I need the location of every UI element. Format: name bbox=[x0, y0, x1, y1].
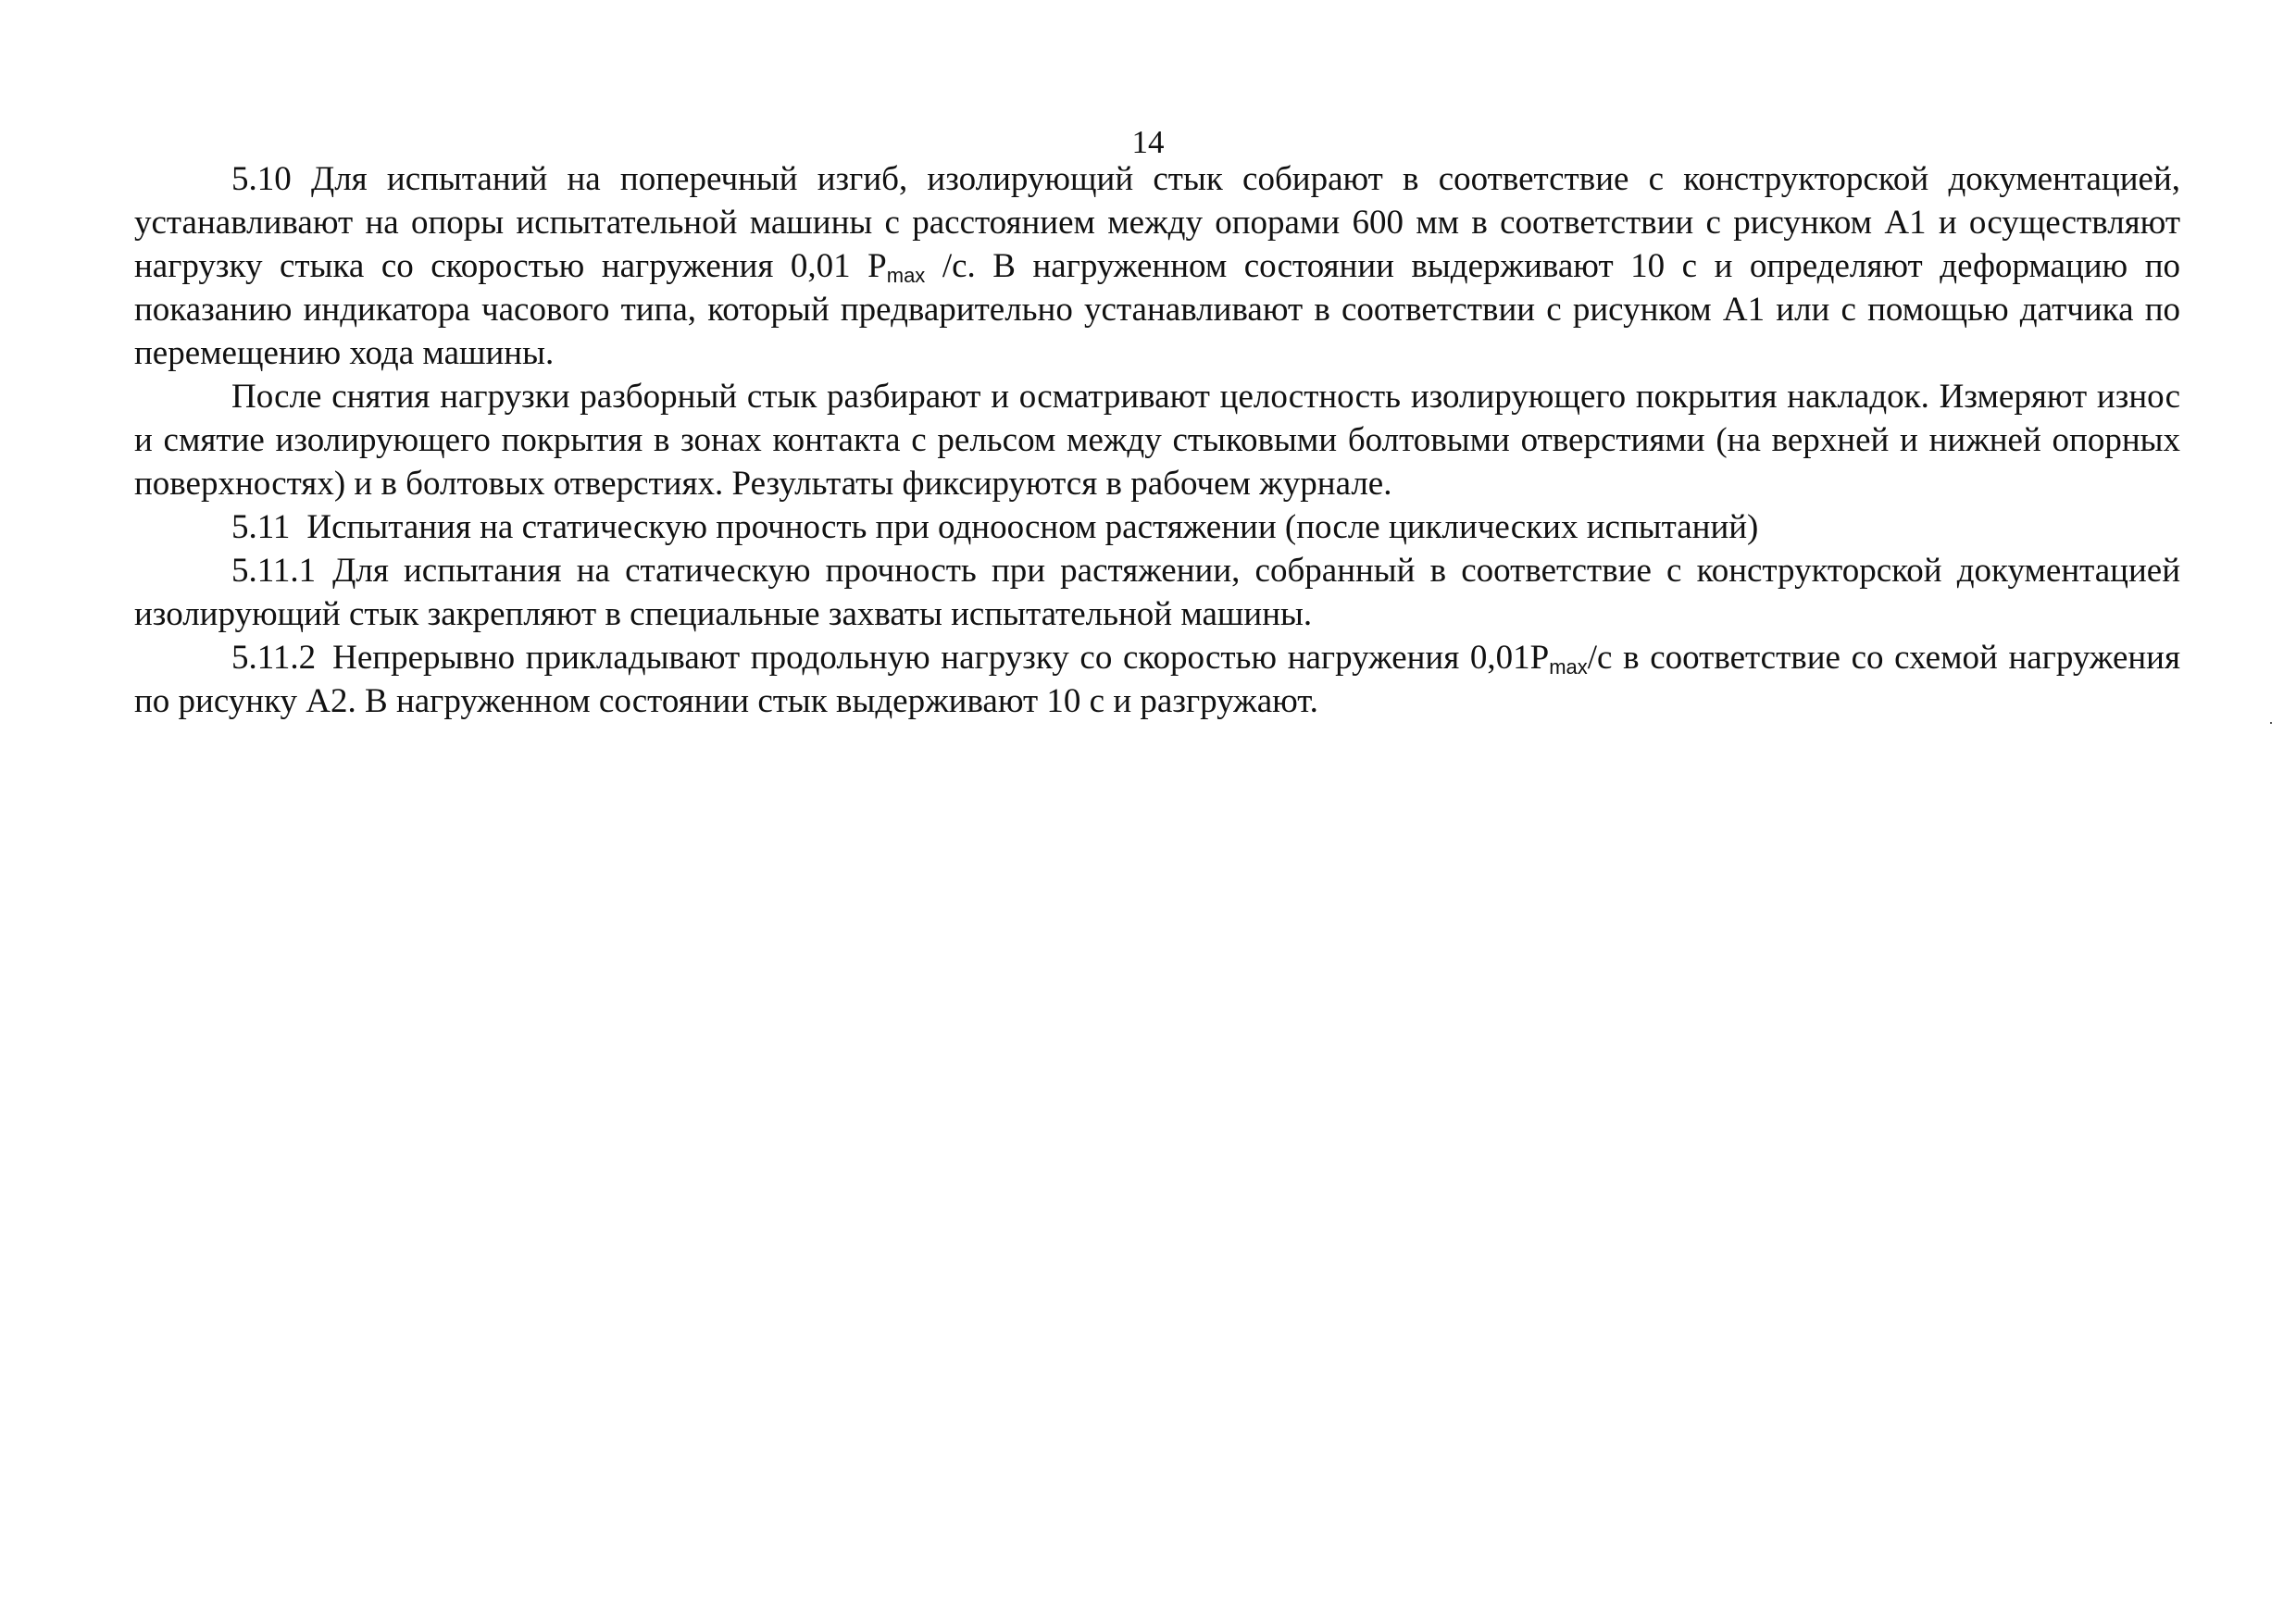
paragraph-5-11-2 bbox=[134, 636, 2180, 723]
document-body bbox=[134, 157, 2180, 723]
page-number: 14 bbox=[1131, 124, 1165, 160]
paragraph-text: Для испытания на статическую прочность при растяжении, собранный в соответствие с конструкторской документацией изолирующий стык закрепляют в специальные захваты испытательной машины. bbox=[134, 552, 2180, 633]
paragraph-5-11 bbox=[134, 505, 2180, 549]
paragraph-5-11-1 bbox=[134, 549, 2180, 636]
paragraph-5-10 bbox=[134, 157, 2180, 375]
paragraph-text-continued: /с в соответствие со схемой нагружения по рисунку А2. В нагруженном состоянии стык выдерживают 10 с и разгружают. bbox=[134, 639, 2180, 720]
clause-number: 5.11.2 bbox=[231, 639, 317, 677]
paragraph-text: Непрерывно прикладывают продольную нагрузку со скоростью нагружения 0,01P bbox=[332, 639, 1550, 677]
clause-number: 5.10 bbox=[231, 160, 292, 198]
paragraph-text: Испытания на статическую прочность при одноосном растяжении (после циклических испытаний) bbox=[306, 508, 1759, 546]
subscript-max: max bbox=[1549, 655, 1588, 679]
scan-speck bbox=[2270, 722, 2272, 724]
paragraph-text-continued: /с. В нагруженном состоянии выдерживают 10 с и определяют деформацию по показанию индикатора часового типа, который предварительно устанавливают в соответствии с рисунком А1 или с помощью датчика по перемещению хода машины. bbox=[134, 247, 2181, 372]
paragraph-text: После снятия нагрузки разборный стык разбирают и осматривают целостность изолирующего покрытия накладок. Измеряют износ и смятие изолирующего покрытия в зонах контакта с рельсом между стыковыми болтовыми отверстиями (на верхней и нижней опорных поверхностях) и в болтовых отверстиях. Результаты фиксируются в рабочем журнале. bbox=[134, 378, 2180, 503]
paragraph-text: Для испытаний на поперечный изгиб, изолирующий стык собирают в соответствие с конструкторской документацией, устанавливают на опоры испытательной машины с расстоянием между опорами 600 мм в соответствии с рисунком А1 и осуществляют нагрузку стыка со скоростью нагружения 0,01 P bbox=[134, 160, 2180, 285]
paragraph-after-unload bbox=[134, 375, 2180, 505]
clause-number: 5.11.1 bbox=[231, 552, 317, 590]
subscript-max: max bbox=[886, 264, 926, 287]
clause-number: 5.11 bbox=[231, 508, 291, 546]
